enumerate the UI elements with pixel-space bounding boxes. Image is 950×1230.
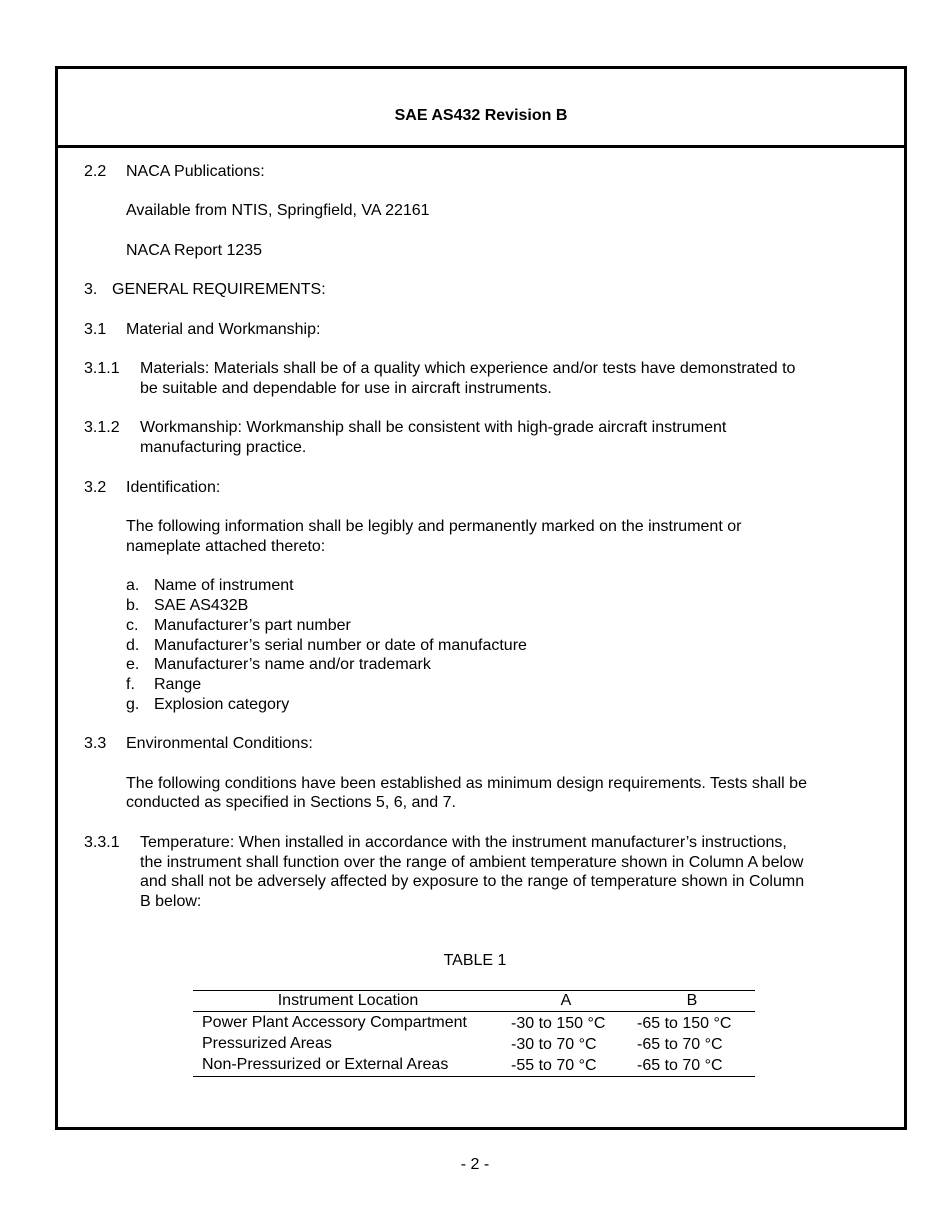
list-item: Name of instrument [154, 577, 294, 594]
list-item-letter: e. [126, 656, 140, 673]
list-item-letter: d. [126, 637, 140, 654]
section-3-3-title: Environmental Conditions: [126, 735, 313, 752]
section-3-3-1-line-1: Temperature: When installed in accordance with the instrument manufacturer’s instructions, [140, 834, 787, 851]
list-item: Manufacturer’s serial number or date of manufacture [154, 637, 527, 654]
header [58, 69, 904, 148]
section-3-3-1-number: 3.3.1 [84, 834, 120, 851]
table-cell-a: -30 to 70 °C [511, 1036, 597, 1053]
list-item: SAE AS432B [154, 597, 249, 614]
list-item: Manufacturer’s name and/or trademark [154, 656, 431, 673]
document-title: SAE AS432 Revision B [394, 107, 568, 124]
section-3-1-number: 3.1 [84, 321, 107, 338]
section-3-2-intro-line-1: The following information shall be legibly and permanently marked on the instrument or [126, 518, 742, 535]
list-item: Range [154, 676, 202, 693]
section-3-1-title: Material and Workmanship: [126, 321, 321, 338]
table-cell-a: -55 to 70 °C [511, 1057, 597, 1074]
section-3-1-2-line-2: manufacturing practice. [140, 439, 307, 456]
table-cell-b: -65 to 70 °C [637, 1036, 723, 1053]
section-3-2-title: Identification: [126, 479, 221, 496]
list-item: Manufacturer’s part number [154, 617, 351, 634]
list-item-letter: b. [126, 597, 140, 614]
section-3-3-intro-line-2: conducted as specified in Sections 5, 6, and 7. [126, 794, 456, 811]
section-3-1-2-line-1: Workmanship: Workmanship shall be consistent with high-grade aircraft instrument [140, 419, 727, 436]
section-3-1-2-number: 3.1.2 [84, 419, 120, 436]
table-cell-a: -30 to 150 °C [511, 1015, 606, 1032]
table-header-rule [193, 1011, 755, 1012]
section-3-3-intro-line-1: The following conditions have been established as minimum design requirements. Tests shall be [126, 775, 807, 792]
section-3-3-number: 3.3 [84, 735, 107, 752]
list-item: Explosion category [154, 696, 290, 713]
section-2-2-number: 2.2 [84, 163, 107, 180]
page-number: - 2 - [460, 1156, 490, 1173]
section-3-1-1-number: 3.1.1 [84, 360, 120, 377]
naca-report: NACA Report 1235 [126, 242, 263, 259]
list-item-letter: a. [126, 577, 140, 594]
table-header-location: Instrument Location [277, 992, 419, 1009]
list-item-letter: f. [126, 676, 135, 693]
section-2-2-title: NACA Publications: [126, 163, 265, 180]
list-item-letter: g. [126, 696, 140, 713]
section-3-title: GENERAL REQUIREMENTS: [112, 281, 326, 298]
section-3-3-1-line-3: and shall not be adversely affected by exposure to the range of temperature shown in Column [140, 873, 805, 890]
table-header-a: A [560, 992, 572, 1009]
table-cell-location: Pressurized Areas [202, 1035, 332, 1052]
table-cell-b: -65 to 70 °C [637, 1057, 723, 1074]
section-3-1-1-line-2: be suitable and dependable for use in aircraft instruments. [140, 380, 552, 397]
table-header-b: B [686, 992, 698, 1009]
table-cell-b: -65 to 150 °C [637, 1015, 732, 1032]
section-3-3-1-line-4: B below: [140, 893, 202, 910]
list-item-letter: c. [126, 617, 139, 634]
section-3-2-intro-line-2: nameplate attached thereto: [126, 538, 326, 555]
table-caption: TABLE 1 [443, 952, 507, 969]
ntis-availability: Available from NTIS, Springfield, VA 22161 [126, 202, 430, 219]
section-3-3-1-line-2: the instrument shall function over the range of ambient temperature shown in Column A below [140, 854, 804, 871]
section-3-number: 3. [84, 281, 98, 298]
table-bottom-rule [193, 1076, 755, 1077]
section-3-2-number: 3.2 [84, 479, 107, 496]
table-cell-location: Power Plant Accessory Compartment [202, 1014, 467, 1031]
section-3-1-1-line-1: Materials: Materials shall be of a quality which experience and/or tests have demonstrated to [140, 360, 796, 377]
table-cell-location: Non-Pressurized or External Areas [202, 1056, 449, 1073]
